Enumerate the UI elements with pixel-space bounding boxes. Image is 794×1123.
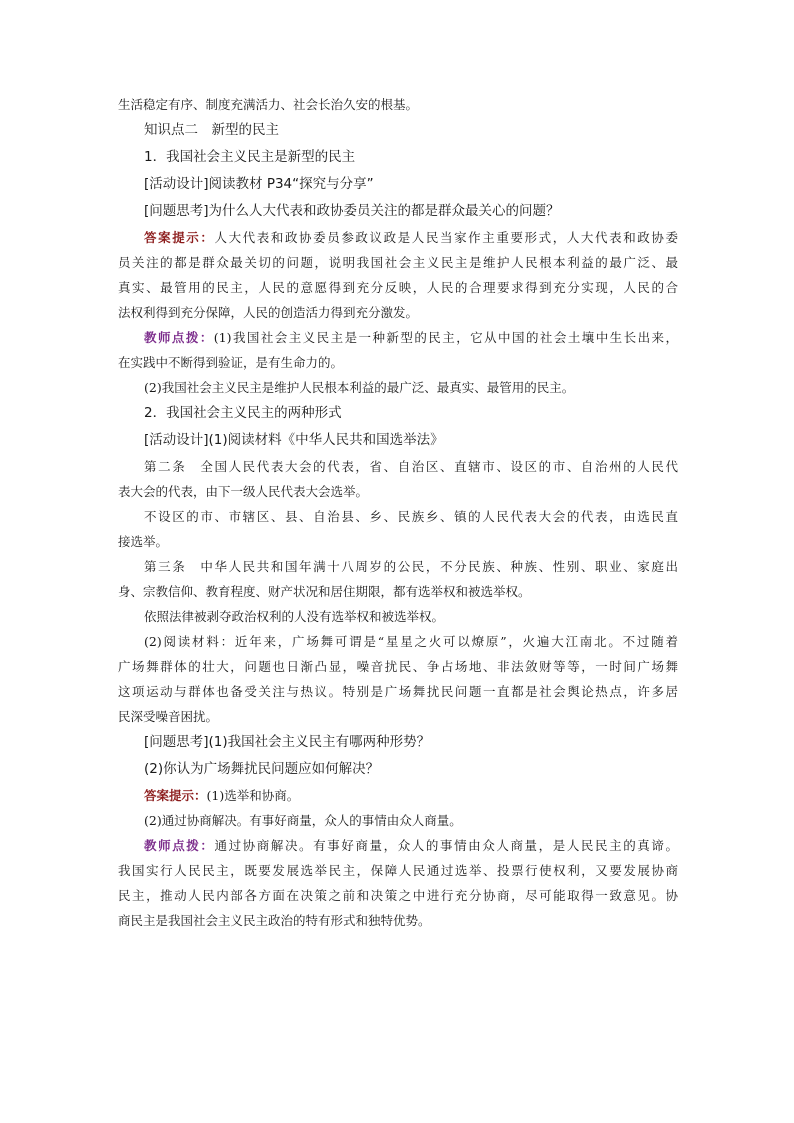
question-thinking-2a: [问题思考](1)我国社会主义民主有哪两种形势？ (144, 734, 431, 750)
teacher-tip-label-2: 教师点拨： (144, 838, 215, 853)
question-thinking-2b: (2)你认为广场舞扰民问题应如何解决？ (144, 761, 380, 777)
teacher-tip-line: 教师点拨：(1)我国社会主义民主是一种新型的民主，它从中国的社会土壤中生长出来， (144, 330, 678, 345)
answer-paragraph-line: 答案提示：人大代表和政协委员参政议政是人民当家作主重要形式，人大代表和政协委 (144, 230, 678, 245)
intro-line: 生活稳定有序、制度充满活力、社会长治久安的根基。 (118, 97, 419, 112)
teacher-tip-line-2: 商民主是我国社会主义民主政治的特有形式和独特优势。 (118, 913, 431, 928)
teacher-tip-point-2: (2)我国社会主义民主是维护人民根本利益的最广泛、最真实、最管用的民主。 (144, 380, 575, 395)
teacher-tip-line-2: 我国实行人民民主，既要发展选举民主，保障人民通过选举、投票行使权利，又要发展协商 (118, 863, 678, 878)
article-2b-line: 接选举。 (118, 534, 169, 549)
activity-design-1: [活动设计]阅读教材 P34“探究与分享” (144, 176, 374, 192)
activity-design-2: [活动设计](1)阅读材料《中华人民共和国选举法》 (144, 432, 444, 448)
answer-paragraph-line: 法权利得到充分保障，人民的创造活力得到充分激发。 (118, 305, 419, 320)
answer-paragraph-line: 员关注的都是群众最关切的问题，说明我国社会主义民主是维护人民根本利益的最广泛、最 (118, 255, 678, 270)
teacher-tip-label: 教师点拨： (144, 330, 214, 345)
answer-hint-label: 答案提示： (144, 230, 215, 245)
teacher-tip-line: 在实践中不断得到验证，是有生命力的。 (118, 355, 344, 370)
article-2-line: 第二条 全国人民代表大会的代表，省、自治区、直辖市、设区的市、自治州的人民代 (144, 459, 678, 474)
answer-paragraph-line: 真实、最管用的民主，人民的意愿得到充分反映，人民的合理要求得到充分实现，人民的合 (118, 280, 678, 295)
teacher-tip-line-2: 民主，推动人民内部各方面在决策之前和决策之中进行充分协商，尽可能取得一致意见。协 (118, 888, 678, 903)
subsection-title-2: 2．我国社会主义民主的两种形式 (144, 405, 342, 421)
material-2-line: (2)阅读材料：近年来，广场舞可谓是“星星之火可以燎原”，火遍大江南北。不过随着 (144, 634, 678, 649)
material-2-line: 广场舞群体的壮大，问题也日渐凸显，噪音扰民、争占场地、非法敛财等等，一时间广场舞 (118, 659, 678, 674)
material-2-line: 这项运动与群体也备受关注与热议。特别是广场舞扰民问题一直都是社会舆论热点，许多居 (118, 684, 678, 699)
article-2b-line: 不设区的市、市辖区、县、自治县、乡、民族乡、镇的人民代表大会的代表，由选民直 (144, 509, 678, 524)
article-2-line: 表大会的代表，由下一级人民代表大会选举。 (118, 484, 369, 499)
material-2-line: 民深受噪音困扰。 (118, 709, 219, 724)
article-3-line: 第三条 中华人民共和国年满十八周岁的公民，不分民族、种族、性别、职业、家庭出 (144, 559, 678, 574)
question-thinking-1: [问题思考]为什么人大代表和政协委员关注的都是群众最关心的问题？ (144, 203, 560, 219)
teacher-tip-line-2: 教师点拨：通过协商解决。有事好商量，众人的事情由众人商量，是人民民主的真谛。 (144, 838, 678, 853)
subsection-title-1: 1．我国社会主义民主是新型的民主 (144, 149, 356, 165)
answer-hint-label-2: 答案提示： (144, 788, 207, 803)
document-body (118, 92, 678, 933)
article-3-line: 身、宗教信仰、教育程度、财产状况和居住期限，都有选举权和被选举权。 (118, 584, 531, 599)
section-title: 知识点二 新型的民主 (144, 122, 279, 138)
article-3b-line: 依照法律被剥夺政治权利的人没有选举权和被选举权。 (144, 609, 445, 624)
answer-line-1: 答案提示：(1)选举和协商。 (144, 788, 300, 803)
answer-line-2: (2)通过协商解决。有事好商量，众人的事情由众人商量。 (144, 813, 462, 828)
